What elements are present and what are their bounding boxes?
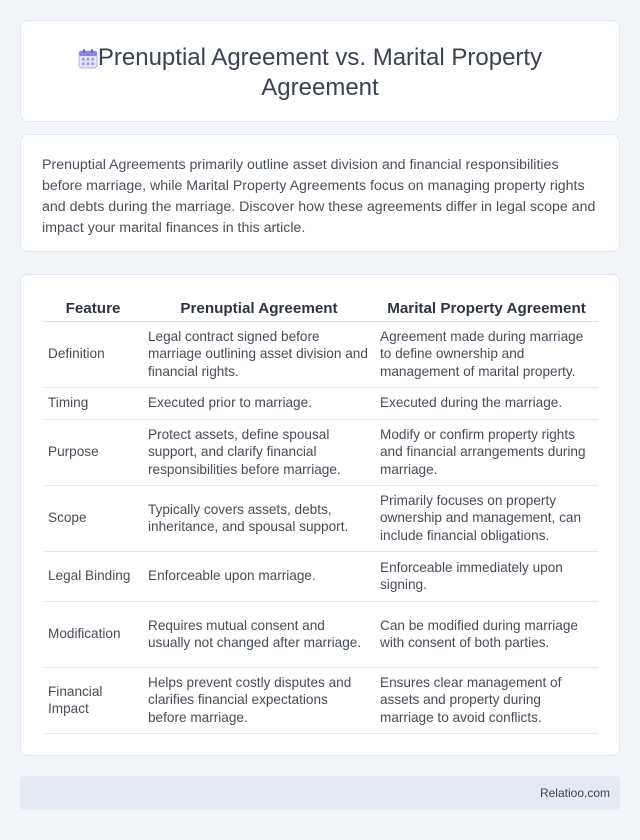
- prenuptial-cell: Requires mutual consent and usually not changed after marriage.: [143, 601, 375, 667]
- comparison-table: [43, 296, 598, 734]
- table-row: [43, 321, 598, 387]
- comparison-card: [20, 274, 620, 756]
- prenuptial-cell: Legal contract signed before marriage outlining asset division and financial rights.: [143, 321, 375, 387]
- marital-cell: Modify or confirm property rights and financial arrangements during marriage.: [375, 419, 598, 485]
- prenuptial-cell: Protect assets, define spousal support, and clarify financial responsibilities before marriage.: [143, 419, 375, 485]
- table-row: [43, 667, 598, 733]
- table-row: [43, 485, 598, 551]
- title-card: [20, 20, 620, 122]
- feature-cell: Purpose: [43, 419, 143, 485]
- prenuptial-cell: Typically covers assets, debts, inheritance, and spousal support.: [143, 485, 375, 551]
- feature-cell: Legal Binding: [43, 551, 143, 601]
- marital-cell: Agreement made during marriage to define ownership and management of marital property.: [375, 321, 598, 387]
- page-title: Prenuptial Agreement vs. Marital Property Agreement: [97, 44, 543, 101]
- prenuptial-cell: Helps prevent costly disputes and clarifies financial expectations before marriage.: [143, 667, 375, 733]
- intro-text: Prenuptial Agreements primarily outline asset division and financial responsibilities before marriage, while Marital Property Agreements focus on managing property rights and debts during the marriage. Discover how these agreements differ in legal scope and impact your marital finances in this article.: [42, 157, 596, 236]
- column-header-marital: Marital Property Agreement: [375, 296, 598, 321]
- prenuptial-cell: Enforceable upon marriage.: [143, 551, 375, 601]
- table-row: [43, 551, 598, 601]
- marital-cell: Enforceable immediately upon signing.: [375, 551, 598, 601]
- footer-brand[interactable]: Relatioo.com: [539, 786, 610, 800]
- table-header-row: [43, 296, 598, 321]
- prenuptial-cell: Executed prior to marriage.: [143, 387, 375, 419]
- feature-cell: Financial Impact: [43, 667, 143, 733]
- marital-cell: Can be modified during marriage with consent of both parties.: [375, 601, 598, 667]
- column-header-prenuptial: Prenuptial Agreement: [143, 296, 375, 321]
- footer-bar: [20, 776, 620, 810]
- table-row: [43, 419, 598, 485]
- marital-cell: Primarily focuses on property ownership and management, can include financial obligations.: [375, 485, 598, 551]
- table-row: [43, 387, 598, 419]
- feature-cell: Timing: [43, 387, 143, 419]
- feature-cell: Definition: [43, 321, 143, 387]
- feature-cell: Scope: [43, 485, 143, 551]
- marital-cell: Ensures clear management of assets and property during marriage to avoid conflicts.: [375, 667, 598, 733]
- feature-cell: Modification: [43, 601, 143, 667]
- table-row: [43, 601, 598, 667]
- marital-cell: Executed during the marriage.: [375, 387, 598, 419]
- column-header-feature: Feature: [43, 296, 143, 321]
- intro-card: [20, 134, 620, 252]
